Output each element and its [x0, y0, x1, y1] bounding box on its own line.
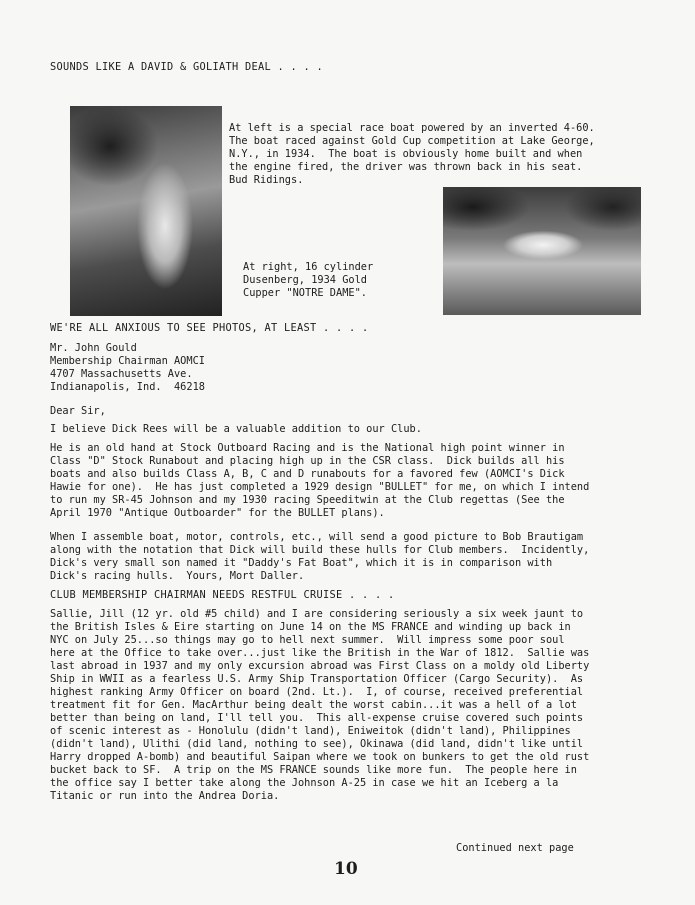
- page-number: 10: [334, 859, 358, 879]
- caption-left-photo: At left is a special race boat powered by an inverted 4-60. The boat raced against Gold Cup competition at Lake George, N.Y., in 1934. The boat is obviously home built and when the engine fired, the driver was thrown back in his seat. Bud Ridings.: [229, 122, 595, 186]
- address-block: Mr. John Gould Membership Chairman AOMCI 4707 Massachusetts Ave. Indianapolis, Ind. 46218: [50, 342, 205, 393]
- paragraph-2: He is an old hand at Stock Outboard Racing and is the National high point winner in Class "D" Stock Runabout and placing high up in the CSR class. Dick builds all his boats and also builds Class A, B, C and D runabouts for a favored few (AOMCI's Dick Hawie for one). He has just completed a 1929 design "BULLET" for me, on which I intend to run my SR-45 Johnson and my 1930 racing Speeditwin at the Club regettas (See the April 1970 "Antique Outboarder" for the BULLET plans).: [50, 442, 590, 519]
- paragraph-3: When I assemble boat, motor, controls, etc., will send a good picture to Bob Brautigam along with the notation that Dick will build these hulls for Club members. Incidently, Dick's very small son named it "Daddy's Fat Boat", which it is in comparison with Dick's racing hulls. Yours, Mort Daller.: [50, 531, 590, 582]
- heading-cruise: CLUB MEMBERSHIP CHAIRMAN NEEDS RESTFUL CRUISE . . . .: [50, 589, 395, 601]
- continued-next-page: Continued next page: [456, 842, 574, 854]
- race-boat-photo-left: [70, 106, 222, 316]
- heading-photos: WE'RE ALL ANXIOUS TO SEE PHOTOS, AT LEAST . . . .: [50, 322, 369, 334]
- caption-right-photo: At right, 16 cylinder Dusenberg, 1934 Gold Cupper "NOTRE DAME".: [243, 261, 374, 299]
- salutation: Dear Sir,: [50, 405, 106, 417]
- paragraph-4: Sallie, Jill (12 yr. old #5 child) and I are considering seriously a six week jaunt to the British Isles & Eire starting on June 14 on the MS FRANCE and winding up back in NYC on July 25...so things may go to hell next summer. Will impress some poor soul here at the Office to take over...just like the British in the War of 1812. Sallie was last abroad in 1937 and my only excursion abroad was First Class on a moldy old Liberty Ship in WWII as a fearless U.S. Army Ship Transportation Officer (Cargo Security). As highest ranking Army Officer on board (2nd. Lt.). I, of course, received preferential treatment fit for Gen. MacArthur being dealt the worst cabin...it was a hell of a lot better than being on land, I'll tell you. This all-expense cruise covered such points of scenic interest as - Honolulu (didn't land), Eniweitok (didn't land), Philippines (didn't land), Ulithi (did land, nothing to see), Okinawa (did land, didn't like until Harry dropped A-bomb) and beautiful Saipan where we took on bunkers to get the old rust bucket back to SF. A trip on the MS FRANCE sounds like more fun. The people here in the office say I better take along the Johnson A-25 in case we hit an Iceberg a la Titanic or run into the Andrea Doria.: [50, 608, 590, 802]
- notre-dame-boat-photo-right: [443, 187, 641, 315]
- paragraph-1: I believe Dick Rees will be a valuable addition to our Club.: [50, 423, 422, 435]
- heading-david-goliath: SOUNDS LIKE A DAVID & GOLIATH DEAL . . . .: [50, 61, 323, 73]
